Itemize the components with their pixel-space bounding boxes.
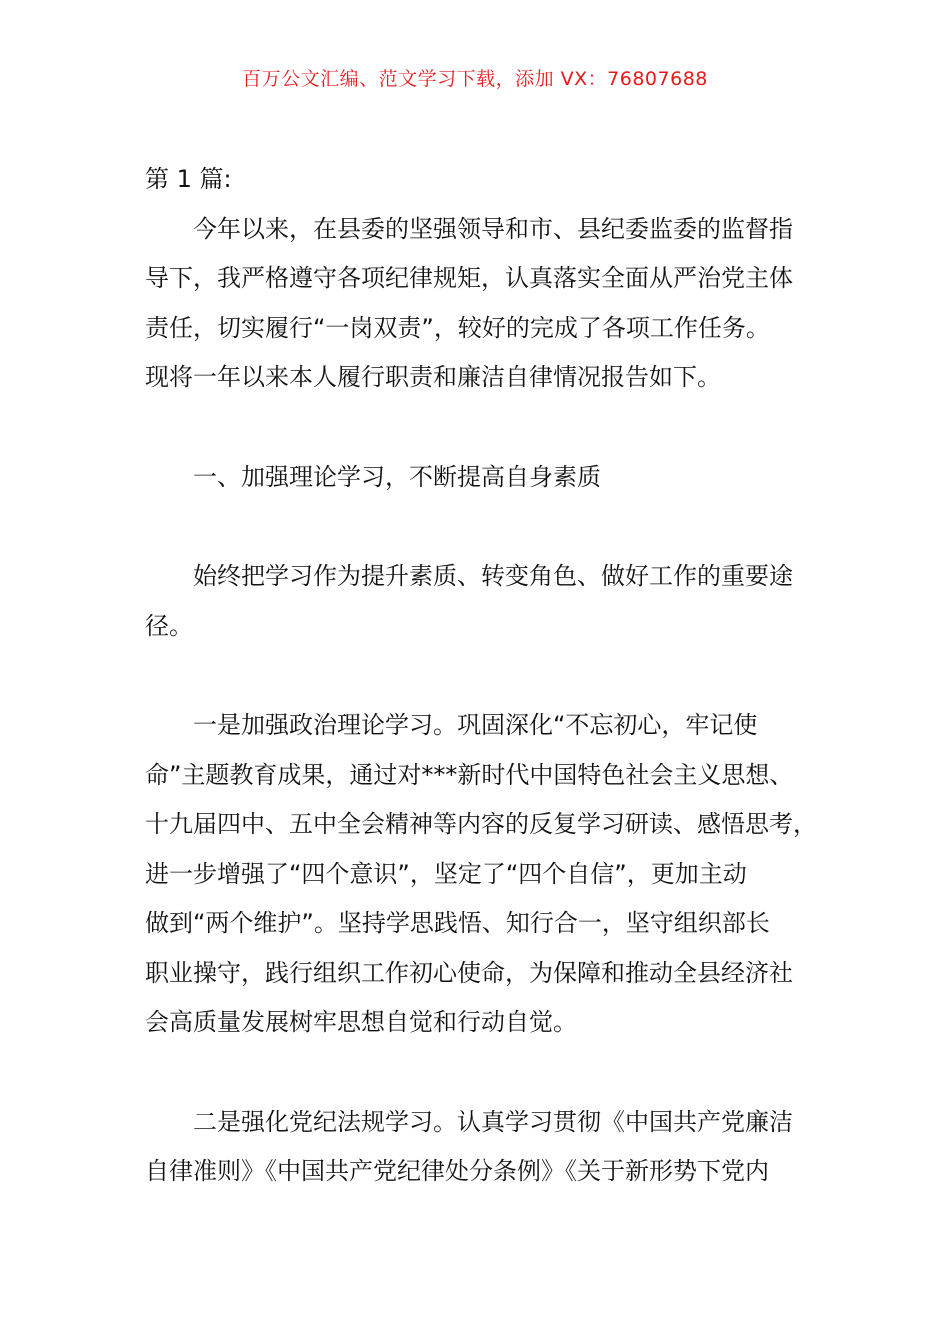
paragraph-line: 会高质量发展树牢思想自觉和行动自觉。 xyxy=(145,1008,577,1036)
document-body xyxy=(145,155,835,1197)
intro-line: 导下，我严格遵守各项纪律规矩，认真落实全面从严治党主体 xyxy=(145,264,793,292)
paragraph-line: 始终把学习作为提升素质、转变角色、做好工作的重要途 xyxy=(193,562,793,590)
paragraph-line: 二是强化党纪法规学习。认真学习贯彻《中国共产党廉洁 xyxy=(193,1107,793,1136)
paragraph-line: 一是加强政治理论学习。巩固深化“不忘初心，牢记使 xyxy=(193,711,758,739)
paragraph-line: 做到“两个维护”。坚持学思践悟、知行合一，坚守组织部长 xyxy=(145,909,770,937)
intro-line: 现将一年以来本人履行职责和廉洁自律情况报告如下。 xyxy=(145,363,721,391)
paragraph-line: 命”主题教育成果，通过对***新时代中国特色社会主义思想、 xyxy=(145,760,794,789)
intro-line: 责任，切实履行“一岗双责”，较好的完成了各项工作任务。 xyxy=(145,313,770,342)
paragraph-line: 径。 xyxy=(145,611,193,640)
intro-line: 今年以来，在县委的坚强领导和市、县纪委监委的监督指 xyxy=(193,214,793,243)
paragraph-line: 十九届四中、五中全会精神等内容的反复学习研读、感悟思考， xyxy=(145,810,817,838)
section-heading: 一、加强理论学习，不断提高自身素质 xyxy=(193,462,601,491)
download-notice: 百万公文汇编、范文学习下载，添加 VX：76807688 xyxy=(242,68,708,90)
section-title: 第 1 篇: xyxy=(145,165,232,193)
paragraph-line: 职业操守，践行组织工作初心使命，为保障和推动全县经济社 xyxy=(145,958,793,987)
paragraph-line: 自律准则》《中国共产党纪律处分条例》《关于新形势下党内 xyxy=(145,1157,769,1185)
paragraph-line: 进一步增强了“四个意识”，坚定了“四个自信”，更加主动 xyxy=(145,859,747,888)
